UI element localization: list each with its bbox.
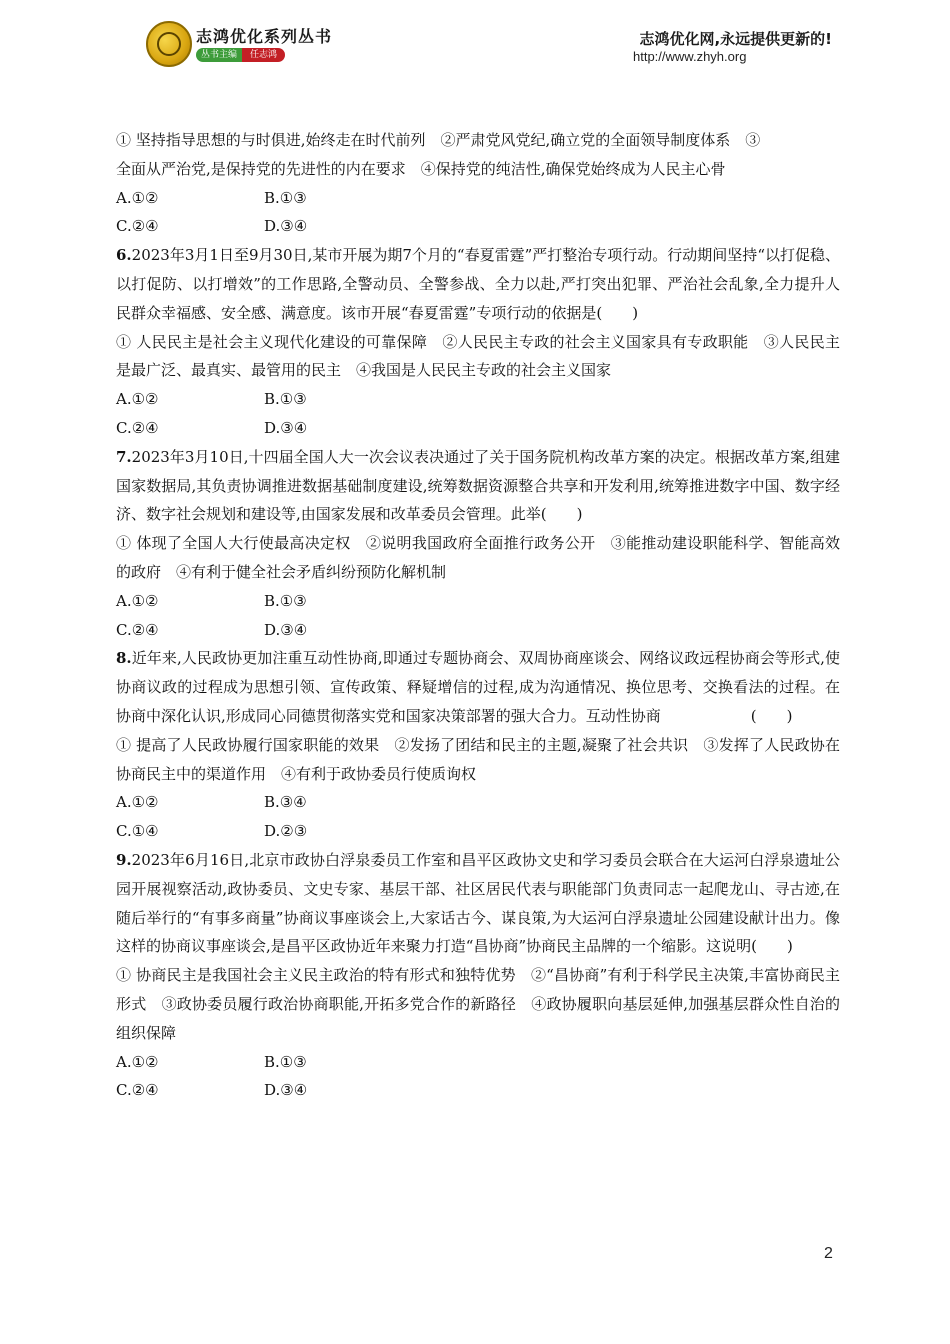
option-d[interactable]: D.③④: [264, 1081, 308, 1100]
option-b[interactable]: B.①③: [264, 591, 307, 610]
page-header: [0, 0, 950, 80]
options-row: [116, 616, 840, 645]
option-c[interactable]: C.②④: [116, 1081, 159, 1100]
option-d[interactable]: D.③④: [264, 418, 308, 437]
option-b[interactable]: B.①③: [264, 188, 307, 207]
question-number: 6.: [116, 246, 132, 265]
options-row: [116, 385, 840, 414]
option-d[interactable]: D.③④: [264, 620, 308, 639]
question-number: 9.: [116, 850, 132, 869]
option-c[interactable]: C.①④: [116, 822, 159, 841]
option-d[interactable]: D.③④: [264, 217, 308, 236]
option-a[interactable]: A.①②: [116, 188, 159, 207]
option-a[interactable]: A.①②: [116, 1052, 159, 1071]
question-number: 7.: [116, 447, 132, 466]
question-statements: ① 人民民主是社会主义现代化建设的可靠保障 ②人民民主专政的社会主义国家具有专政职能 ③人民民主是最广泛、最真实、最管用的民主 ④我国是人民民主专政的社会主义国家: [116, 332, 840, 380]
site-url[interactable]: http://www.zhyh.org: [633, 49, 747, 64]
editor-label: 丛书主编: [196, 48, 242, 62]
stem-text: 近年来,人民政协更加注重互动性协商,即通过专题协商会、双周协商座谈会、网络议政远程协商会等形式,使协商议政的过程成为思想引领、宣传政策、释疑增信的过程,成为沟通情况、换位思考、交换看法的过程。在协商中深化认识,形成同心同德贯彻落实党和国家决策部署的强大合力。互动性协商 ( ): [116, 649, 840, 725]
carryover-statements-line1: ① 坚持指导思想的与时俱进,始终走在时代前列 ②严肃党风党纪,确立党的全面领导制度体系 ③: [116, 131, 761, 149]
carryover-statements-line2: 全面从严治党,是保持党的先进性的内在要求 ④保持党的纯洁性,确保党始终成为人民主心骨: [116, 159, 726, 178]
slogan: 志鸿优化网,永远提供更新的!: [639, 30, 832, 48]
options-row: [116, 1076, 840, 1105]
option-a[interactable]: A.①②: [116, 793, 159, 812]
stem-text: 2023年3月1日至9月30日,某市开展为期7个月的“春夏雷霆”严打整治专项行动。行动期间坚持“以打促稳、以打促防、以打增效”的工作思路,全警动员、全警参战、全力以赴,严打突出犯罪、严治社会乱象,全力提升人民群众幸福感、安全感、满意度。该市开展“春夏雷霆”专项行动的依据是( ): [116, 246, 840, 322]
option-c[interactable]: C.②④: [116, 418, 159, 437]
options-row: [116, 587, 840, 616]
question-statements: ① 协商民主是我国社会主义民主政治的特有形式和独特优势 ②“昌协商”有利于科学民主决策,丰富协商民主形式 ③政协委员履行政治协商职能,开拓多党合作的新路径 ④政协履职向基层延伸,加强基层群众性自治的组织保障: [116, 966, 840, 1042]
option-b[interactable]: B.③④: [264, 793, 307, 812]
question-stem: [116, 846, 840, 961]
question-stem: [116, 644, 840, 730]
option-b[interactable]: B.①③: [264, 1052, 307, 1071]
question-statements: ① 提高了人民政协履行国家职能的效果 ②发扬了团结和民主的主题,凝聚了社会共识 ③发挥了人民政协在协商民主中的渠道作用 ④有利于政协委员行使质询权: [116, 735, 840, 783]
option-a[interactable]: A.①②: [116, 390, 159, 409]
question-statements: ① 体现了全国人大行使最高决定权 ②说明我国政府全面推行政务公开 ③能推动建设职能科学、智能高效的政府 ④有利于健全社会矛盾纠纷预防化解机制: [116, 534, 840, 581]
editor-name: 任志鸿: [242, 48, 285, 62]
option-c[interactable]: C.②④: [116, 217, 159, 236]
option-c[interactable]: C.②④: [116, 620, 159, 639]
options-row: [116, 414, 840, 443]
seal-logo-icon: [146, 21, 192, 67]
question-stem: [116, 241, 840, 327]
stem-text: 2023年6月16日,北京市政协白浮泉委员工作室和昌平区政协文史和学习委员会联合在大运河白浮泉遗址公园开展视察活动,政协委员、文史专家、基层干部、社区居民代表与职能部门负责同志一起爬龙山、寻古迹,在随后举行的“有事多商量”协商议事座谈会上,大家话古今、谋良策,为大运河白浮泉遗址公园建设献计出力。像这样的协商议事座谈会,是昌平区政协近年来聚力打造“昌协商”协商民主品牌的一个缩影。这说明( ): [116, 850, 840, 956]
options-row: [116, 817, 840, 846]
question-content: [116, 126, 840, 1105]
option-a[interactable]: A.①②: [116, 591, 159, 610]
options-row: [116, 788, 840, 817]
options-row: [116, 1048, 840, 1077]
question-stem: [116, 443, 840, 529]
carryover-options-row: [116, 184, 840, 213]
carryover-options-row: [116, 212, 840, 241]
option-d[interactable]: D.②③: [264, 822, 308, 841]
question-number: 8.: [116, 649, 132, 668]
series-title: 志鸿优化系列丛书: [196, 27, 333, 46]
option-b[interactable]: B.①③: [264, 390, 307, 409]
stem-text: 2023年3月10日,十四届全国人大一次会议表决通过了关于国务院机构改革方案的决定。根据改革方案,组建国家数据局,其负责协调推进数据基础制度建设,统筹数据资源整合共享和开发利用,统筹推进数字中国、数字经济、数字社会规划和建设等,由国家发展和改革委员会管理。此举( ): [116, 447, 840, 524]
page-number: 2: [824, 1245, 833, 1262]
editor-badge: [196, 48, 285, 62]
